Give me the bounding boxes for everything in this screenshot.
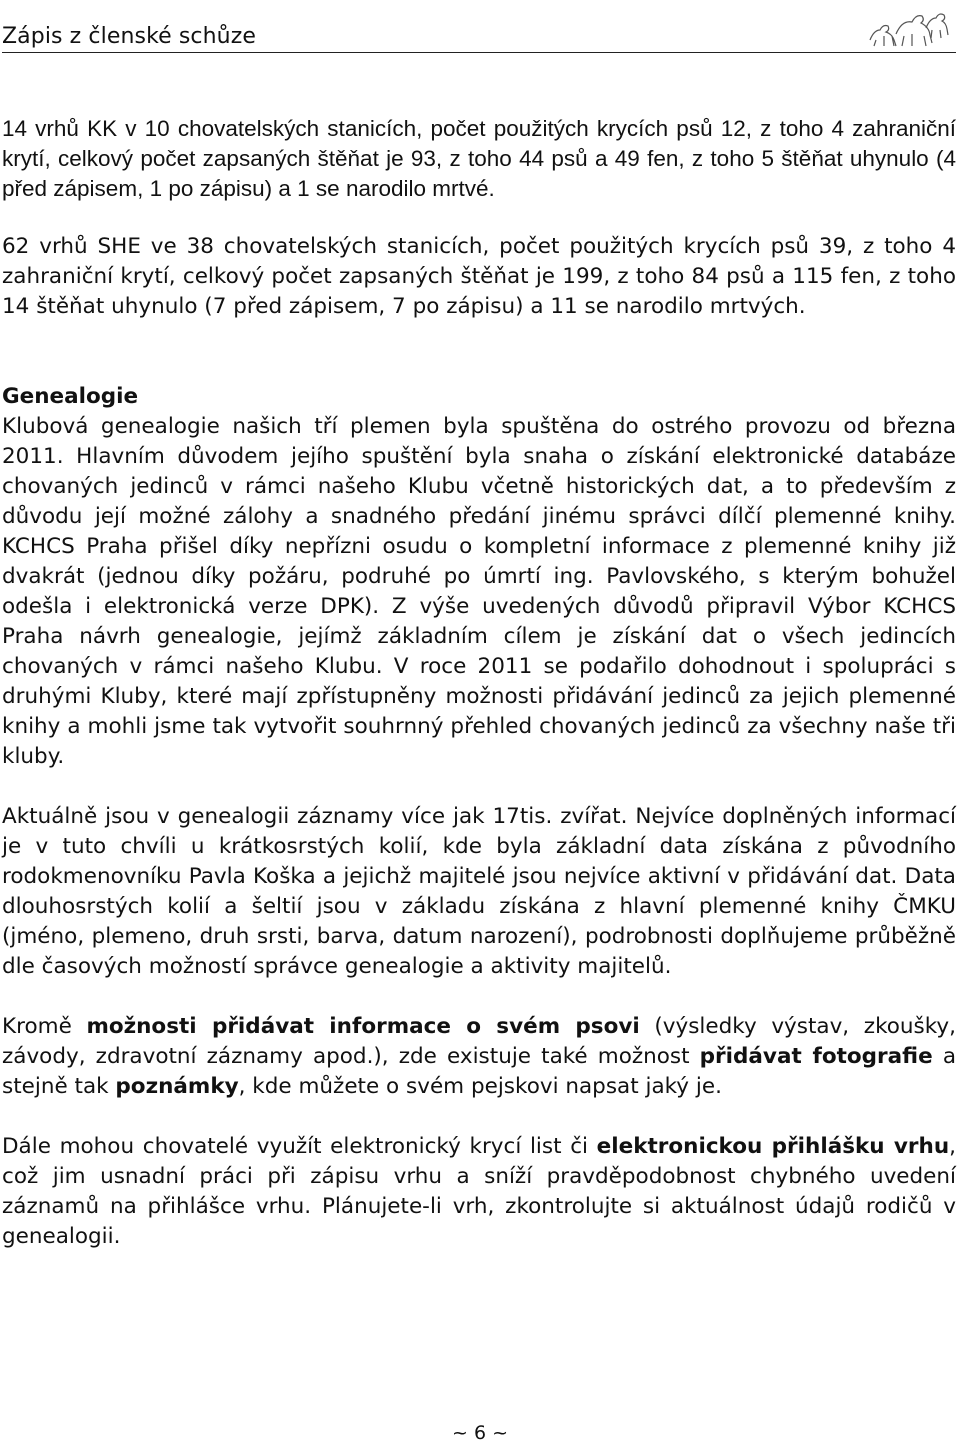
page-header: [2, 0, 956, 53]
emphasis-text: možnosti přidávat informace o svém psovi: [86, 1014, 640, 1039]
paragraph-genealogie-breeders: [2, 1132, 956, 1252]
paragraph-she-stats: 62 vrhů SHE ve 38 chovatelských stanicích, počet použitých krycích psů 39, z toho 4 zahraniční krytí, celkový počet zapsaných štěňat je 199, z toho 84 psů a 115 fen, z toho 14 štěňat uhynulo (7 před zápisem, 7 po zápisu) a 11 se narodilo mrtvých.: [2, 234, 956, 319]
paragraph-genealogie-features: [2, 1012, 956, 1102]
emphasis-text: přidávat fotografie: [699, 1044, 933, 1069]
paragraph-kk-stats: 14 vrhů KK v 10 chovatelských stanicích, počet použitých krycích psů 12, z toho 4 zahraniční krytí, celkový počet zapsaných štěňat je 93, z toho 44 psů a 49 fen, z toho 5 štěňat uhynulo (4 před zápisem, 1 po zápisu) a 1 se narodilo mrtvé.: [2, 116, 956, 201]
emphasis-text: elektronickou přihlášku vrhu: [596, 1134, 950, 1159]
text-segment: , kde můžete o svém pejskovi napsat jaký je.: [238, 1074, 722, 1099]
header-title: Zápis z členské schůze: [2, 24, 256, 49]
emphasis-text: poznámky: [115, 1074, 239, 1099]
document-body: [2, 114, 956, 1252]
text-segment: (výsledky výstav, zkoušky, závody, zdravotní záznamy apod.), zde existuje také možnost: [2, 1014, 956, 1069]
text-segment: a stejně tak: [2, 1044, 956, 1099]
text-segment: Kromě: [2, 1014, 87, 1039]
section-heading-genealogie: Genealogie: [2, 384, 139, 409]
paragraph-genealogie-intro: Klubová genealogie našich tří plemen byla spuštěna do ostrého provozu od března 2011. Hlavním důvodem jejího spuštění byla snaha o získání elektronické databáze chovaných jedinců v rámci našeho Klubu včetně historických dat, a to především z důvodu její možné zálohy a snadného předání jinému správci dílčí plemenné knihy. KCHCS Praha přišel díky nepřízni osudu o kompletní informace z plemenné knihy již dvakrát (jednou díky požáru, podruhé po úmrtí ing. Pavlovského, s kterým bohužel odešla i elektronická verze DPK). Z výše uvedených důvodů připravil Výbor KCHCS Praha návrh genealogie, jejímž základním cílem je získání dat o všech jedincích chovaných v rámci našeho Klubu. V roce 2011 se podařilo dohodnout i spolupráci s druhými Kluby, které mají zpřístupněny možnosti přidávání jedinců za jejich plemenné knihy a mohli jsme tak vytvořit souhrnný přehled chovaných jedinců za všechny naše tři kluby.: [2, 414, 956, 769]
text-segment: Dále mohou chovatelé využít elektronický krycí list či: [2, 1134, 597, 1159]
dog-silhouettes-logo-icon: [864, 6, 952, 48]
page-number: ~ 6 ~: [451, 1422, 508, 1444]
text-segment: , což jim usnadní práci při zápisu vrhu a sníží pravděpodobnost chybného uvedení záznamů na přihlášce vrhu. Plánujete-li vrh, zkontrolujte si aktuálnost údajů rodičů v genealogii.: [2, 1134, 956, 1249]
paragraph-genealogie-current: Aktuálně jsou v genealogii záznamy více jak 17tis. zvířat. Nejvíce doplněných informací je v tuto chvíli u krátkosrstých kolií, kde byla základní data získána z původního rodokmenovníku Pavla Koška a jejichž majitelé jsou nejvíce aktivní v přidávání dat. Data dlouhosrstých kolií a šeltií jsou v základu získána z hlavní plemenné knihy ČMKU (jméno, plemeno, druh srsti, barva, datum narození), podrobnosti doplňujeme průběžně dle časových možností správce genealogie a aktivity majitelů.: [2, 804, 956, 979]
